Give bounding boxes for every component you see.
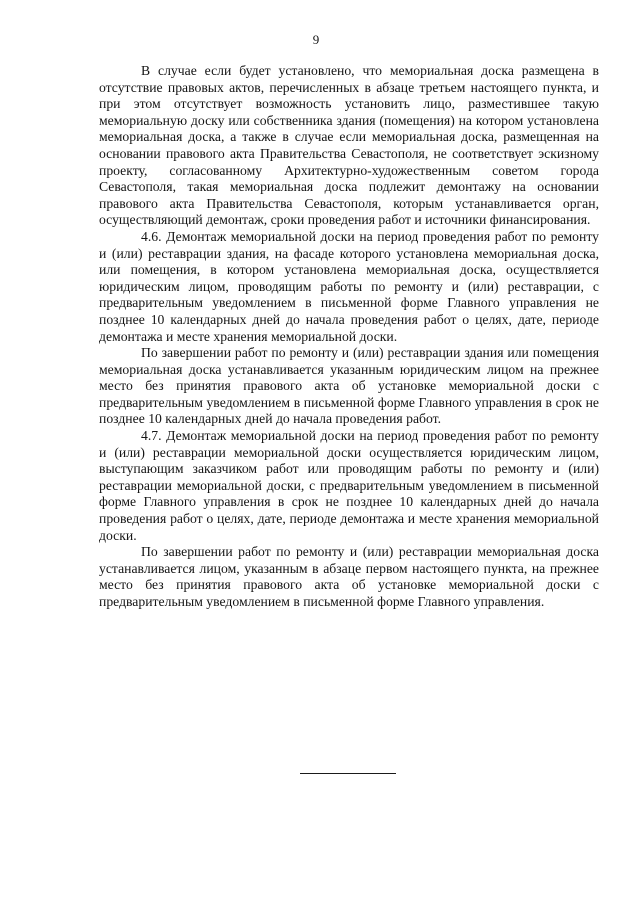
paragraph-4-7-plaque-restoration: 4.7. Демонтаж мемориальной доски на период проведения работ по ремонту и (или) реставрации мемориальной доски осуществляется юридическим лицом, выступающим заказчиком работ или проводящим работы по ремонту и (или) реставрации мемориальной доски, с предварительным уведомлением в письменной форме Главного управления в срок не позднее 10 календарных дней до начала проведения работ о целях, дате, периоде демонтажа и месте хранения мемориальной доски. bbox=[99, 428, 599, 543]
paragraph-4-6-reinstallation: По завершении работ по ремонту и (или) реставрации здания или помещения мемориальная доска устанавливается указанным юридическим лицом на прежнее место без принятия правового акта об установке мемориальной доски с предварительным уведомлением в письменной форме Главного управления в срок не позднее 10 календарных дней до начала проведения работ. bbox=[99, 345, 599, 427]
paragraph-4-7-reinstallation: По завершении работ по ремонту и (или) реставрации мемориальная доска устанавливается лицом, указанным в абзаце первом настоящего пункта, на прежнее место без принятия правового акта об установке мемориальной доски с предварительным уведомлением в письменной форме Главного управления. bbox=[99, 544, 599, 609]
paragraph-4-6-building-repair: 4.6. Демонтаж мемориальной доски на период проведения работ по ремонту и (или) реставрации здания, на фасаде которого установлена мемориальная доска, или помещения, в котором установлена мемориальная доска, осуществляется юридическим лицом, проводящим работы по ремонту и (или) реставрации, с предварительным уведомлением в письменной форме Главного управления не позднее 10 календарных дней до начала проведения работ о целях, дате, периоде демонтажа и месте хранения мемориальной доски. bbox=[99, 228, 599, 344]
end-of-text-divider bbox=[300, 773, 396, 774]
page-number: 9 bbox=[312, 32, 320, 47]
document-body bbox=[99, 63, 599, 611]
paragraph-memorial-removal-case: В случае если будет установлено, что мемориальная доска размещена в отсутствие правовых актов, перечисленных в абзаце третьем настоящего пункта, и при этом отсутствует возможность установить лицо, разместившее такую мемориальную доску или собственника здания (помещения) на котором установлена мемориальная доска, а также в случае если мемориальная доска, размещенная на основании правового акта Правительства Севастополя, не соответствует эскизному проекту, согласованному Архитектурно-художественным советом города Севастополя, такая мемориальная доска подлежит демонтажу на основании правового акта Правительства Севастополя, которым устанавливается орган, осуществляющий демонтаж, сроки проведения работ и источники финансирования. bbox=[99, 63, 599, 228]
